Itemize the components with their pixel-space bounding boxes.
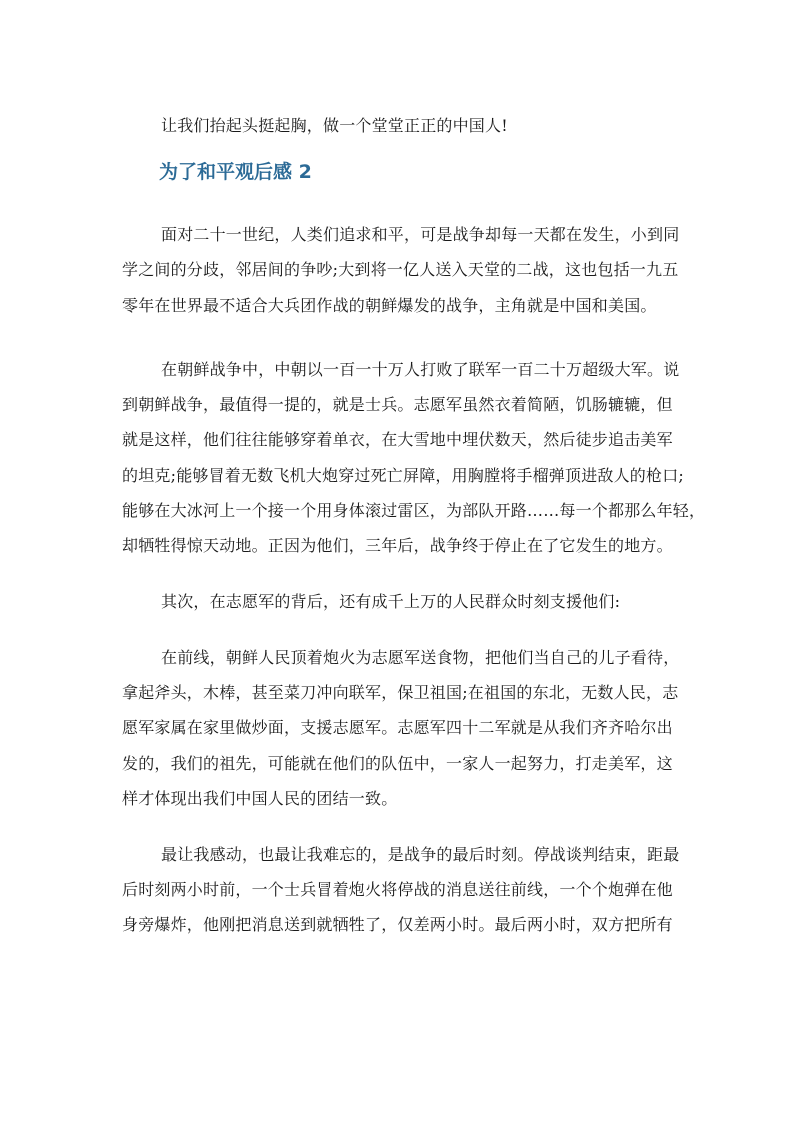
paragraph-line: 零年在世界最不适合大兵团作战的朝鲜爆发的战争，主角就是中国和美国。 xyxy=(122,296,657,315)
paragraph-line: 学之间的分歧，邻居间的争吵;大到将一亿人送入天堂的二战，这也包括一九五 xyxy=(122,260,679,279)
paragraph-line: 在朝鲜战争中，中朝以一百一十万人打败了联军一百二十万超级大军。说 xyxy=(161,360,680,379)
paragraph-line: 样才体现出我们中国人民的团结一致。 xyxy=(122,789,398,808)
paragraph-line: 能够在大冰河上一个接一个用身体滚过雷区，为部队开路……每一个都那么年轻， xyxy=(122,501,706,520)
paragraph-line: 拿起斧头，木棒，甚至菜刀冲向联军，保卫祖国;在祖国的东北，无数人民，志 xyxy=(122,683,679,702)
paragraph-line: 最让我感动，也最让我难忘的，是战争的最后时刻。停战谈判结束，距最 xyxy=(161,845,680,864)
paragraph-line: 面对二十一世纪，人类们追求和平，可是战争却每一天都在发生，小到同 xyxy=(161,225,680,244)
section-heading: 为了和平观后感 2 xyxy=(159,161,312,183)
paragraph-line: 的坦克;能够冒着无数飞机大炮穿过死亡屏障，用胸膛将手榴弹顶进敌人的枪口; xyxy=(122,466,684,485)
paragraph-line: 身旁爆炸，他刚把消息送到就牺牲了，仅差两小时。最后两小时，双方把所有 xyxy=(122,915,673,934)
intro-closing-line: 让我们抬起头挺起胸，做一个堂堂正正的中国人! xyxy=(161,116,508,135)
paragraph-line: 在前线，朝鲜人民顶着炮火为志愿军送食物，把他们当自己的儿子看待， xyxy=(161,648,680,667)
paragraph-line: 就是这样，他们往往能够穿着单衣，在大雪地中埋伏数天，然后徒步追击美军 xyxy=(122,430,673,449)
paragraph-line: 到朝鲜战争，最值得一提的，就是士兵。志愿军虽然衣着简陋，饥肠辘辘，但 xyxy=(122,395,673,414)
paragraph-line: 愿军家属在家里做炒面，支援志愿军。志愿军四十二军就是从我们齐齐哈尔出 xyxy=(122,718,673,737)
paragraph-line: 却牺牲得惊天动地。正因为他们，三年后，战争终于停止在了它发生的地方。 xyxy=(122,536,673,555)
paragraph-line: 后时刻两小时前，一个士兵冒着炮火将停战的消息送往前线，一个个炮弹在他 xyxy=(122,880,673,899)
paragraph-line: 发的，我们的祖先，可能就在他们的队伍中，一家人一起努力，打走美军，这 xyxy=(122,754,673,773)
paragraph-line: 其次，在志愿军的背后，还有成千上万的人民群众时刻支援他们: xyxy=(161,592,621,611)
